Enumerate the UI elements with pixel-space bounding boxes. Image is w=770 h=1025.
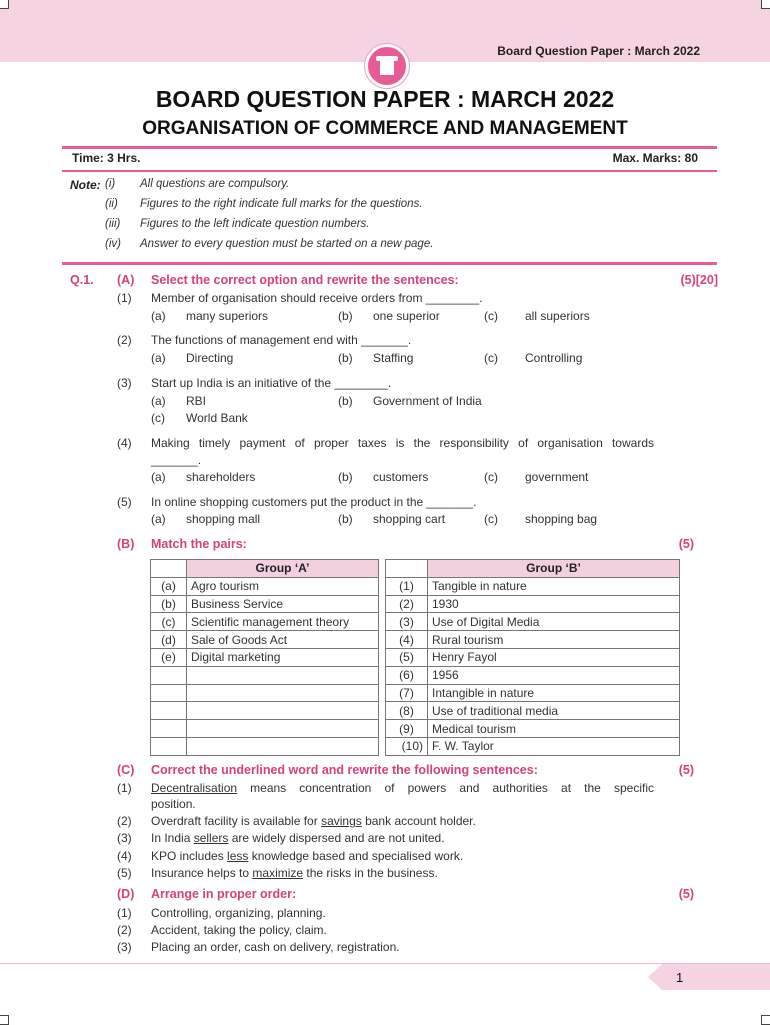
option-text: Government of India	[373, 394, 482, 408]
question-text: Member of organisation should receive orders from ________.	[151, 291, 483, 305]
note-text: All questions are compulsory.	[140, 178, 290, 190]
item-number: (2)	[117, 333, 132, 347]
gap-cell	[379, 577, 386, 595]
item-number: (3)	[117, 940, 132, 954]
group-a-item: Scientific management theory	[187, 613, 379, 631]
option-text: Staffing	[373, 351, 414, 365]
underlined-word: sellers	[193, 831, 229, 845]
table-row	[151, 577, 680, 595]
group-a-item	[187, 702, 379, 720]
group-a-label: (a)	[151, 577, 187, 595]
gap-cell	[379, 648, 386, 666]
option-label: (c)	[484, 470, 498, 484]
group-a-item	[187, 720, 379, 738]
gap-cell	[379, 702, 386, 720]
group-a-item: Business Service	[187, 595, 379, 613]
divider	[62, 170, 717, 172]
gap-cell	[379, 613, 386, 631]
note-number: (i)	[105, 178, 116, 190]
group-b-label: (3)	[386, 613, 428, 631]
option-text: shopping bag	[525, 512, 598, 526]
group-b-label: (2)	[386, 595, 428, 613]
group-b-label: (4)	[386, 631, 428, 649]
sentence-post: knowledge based and specialised work.	[248, 849, 464, 863]
sentence	[151, 866, 438, 880]
underlined-word: less	[227, 849, 249, 863]
group-a-label	[151, 684, 187, 702]
section-heading: Correct the underlined word and rewrite the following sentences:	[151, 763, 538, 777]
group-b-item: Use of traditional media	[428, 702, 680, 720]
sentence-post: bank account holder.	[361, 814, 476, 828]
group-a-label	[151, 720, 187, 738]
gap-cell	[379, 720, 386, 738]
item-number: (1)	[117, 906, 132, 920]
note-text: Answer to every question must be started on a new page.	[140, 238, 434, 250]
item-number: (1)	[117, 781, 132, 795]
group-a-item	[187, 737, 379, 755]
max-marks: Max. Marks: 80	[612, 151, 698, 165]
order-item: Placing an order, cash on delivery, registration.	[151, 940, 400, 954]
note-text: Figures to the right indicate full marks for the questions.	[140, 198, 423, 210]
note-number: (iii)	[105, 218, 121, 230]
group-b-item: 1956	[428, 666, 680, 684]
option-text: shopping cart	[373, 512, 446, 526]
group-a-label	[151, 702, 187, 720]
option-label: (c)	[484, 351, 498, 365]
header-blank	[386, 560, 428, 578]
logo-mark	[380, 57, 394, 75]
group-b-label: (9)	[386, 720, 428, 738]
underlined-word: Decentralisation	[151, 781, 238, 795]
question-text: Start up India is an initiative of the ________.	[151, 376, 392, 390]
group-b-header: Group ‘B’	[428, 560, 680, 578]
item-number: (4)	[117, 849, 132, 863]
group-a-item: Agro tourism	[187, 577, 379, 595]
sentence-post: are widely dispersed and are not united.	[228, 831, 445, 845]
table-row	[151, 595, 680, 613]
group-b-item: Rural tourism	[428, 631, 680, 649]
page-tab-arrow	[648, 964, 662, 990]
option-text: shareholders	[186, 470, 256, 484]
question-number: Q.1.	[70, 273, 94, 287]
section-marks: (5)	[678, 537, 694, 551]
group-a-label: (c)	[151, 613, 187, 631]
group-a-label: (e)	[151, 648, 187, 666]
group-b-label: (8)	[386, 702, 428, 720]
option-label: (b)	[338, 470, 353, 484]
divider	[62, 146, 717, 149]
gap-cell	[379, 737, 386, 755]
option-text: one superior	[373, 309, 440, 323]
item-number: (2)	[117, 923, 132, 937]
sentence-pre: Overdraft facility is available for	[151, 814, 322, 828]
sentence-post: means concentration of powers and authorities at the specific	[237, 781, 654, 795]
group-b-label: (10)	[386, 737, 428, 755]
note-number: (iv)	[105, 238, 121, 250]
crop-mark	[0, 0, 9, 9]
group-a-header: Group ‘A’	[187, 560, 379, 578]
option-text: many superiors	[186, 309, 269, 323]
section-heading: Match the pairs:	[151, 537, 247, 551]
group-b-item: Use of Digital Media	[428, 613, 680, 631]
option-text: customers	[373, 470, 429, 484]
group-a-label: (d)	[151, 631, 187, 649]
table-row	[151, 720, 680, 738]
table-header-row	[151, 560, 680, 578]
note-text: Figures to the left indicate question numbers.	[140, 218, 370, 230]
group-b-item: Medical tourism	[428, 720, 680, 738]
question-text: The functions of management end with _______.	[151, 333, 412, 347]
order-item: Accident, taking the policy, claim.	[151, 923, 327, 937]
option-label: (c)	[151, 411, 165, 425]
group-a-item: Digital marketing	[187, 648, 379, 666]
group-a-label	[151, 737, 187, 755]
match-table	[150, 559, 680, 756]
group-a-label	[151, 666, 187, 684]
option-label: (b)	[338, 394, 353, 408]
section-label: (A)	[117, 273, 135, 287]
option-text: shopping mall	[186, 512, 261, 526]
sentence	[151, 849, 463, 863]
sentence	[151, 831, 445, 845]
time-allowed: Time: 3 Hrs.	[72, 151, 141, 165]
item-number: (1)	[117, 291, 132, 305]
table-row	[151, 737, 680, 755]
option-text: Directing	[186, 351, 234, 365]
group-a-label: (b)	[151, 595, 187, 613]
table-row	[151, 648, 680, 666]
group-a-item	[187, 684, 379, 702]
divider	[62, 262, 717, 265]
gap-cell	[379, 631, 386, 649]
option-label: (b)	[338, 512, 353, 526]
gap-cell	[379, 595, 386, 613]
note-label: Note:	[70, 178, 101, 192]
group-b-label: (1)	[386, 577, 428, 595]
group-b-item: Tangible in nature	[428, 577, 680, 595]
section-heading: Arrange in proper order:	[151, 887, 297, 901]
sentence	[151, 814, 476, 828]
group-a-item: Sale of Goods Act	[187, 631, 379, 649]
table-row	[151, 666, 680, 684]
section-marks: (5)[20]	[680, 273, 718, 287]
item-number: (2)	[117, 814, 132, 828]
section-heading: Select the correct option and rewrite the sentences:	[151, 273, 459, 287]
item-number: (5)	[117, 866, 132, 880]
header-gap	[379, 560, 386, 578]
group-b-label: (6)	[386, 666, 428, 684]
sentence	[151, 781, 654, 795]
item-number: (3)	[117, 376, 132, 390]
gap-cell	[379, 684, 386, 702]
question-text-continued: _______.	[151, 453, 202, 467]
option-label: (b)	[338, 351, 353, 365]
option-text: World Bank	[186, 411, 248, 425]
group-b-item: F. W. Taylor	[428, 737, 680, 755]
group-b-item: Intangible in nature	[428, 684, 680, 702]
section-marks: (5)	[678, 763, 694, 777]
header-blank	[151, 560, 187, 578]
option-text: RBI	[186, 394, 207, 408]
section-marks: (5)	[678, 887, 694, 901]
question-text: Making timely payment of proper taxes is the responsibility of organisation towards	[151, 436, 654, 450]
note-number: (ii)	[105, 198, 118, 210]
question-text: In online shopping customers put the product in the _______.	[151, 495, 477, 509]
option-label: (a)	[151, 394, 166, 408]
underlined-word: savings	[321, 814, 362, 828]
group-b-label: (7)	[386, 684, 428, 702]
paper-title: BOARD QUESTION PAPER : MARCH 2022	[155, 86, 615, 112]
order-item: Controlling, organizing, planning.	[151, 906, 326, 920]
option-label: (c)	[484, 512, 498, 526]
sentence-pre: Insurance helps to	[151, 866, 253, 880]
section-label: (D)	[117, 887, 135, 901]
group-b-label: (5)	[386, 648, 428, 666]
option-text: Controlling	[525, 351, 583, 365]
group-b-item: 1930	[428, 595, 680, 613]
option-label: (c)	[484, 309, 498, 323]
sentence-post: the risks in the business.	[303, 866, 438, 880]
underlined-word: maximize	[252, 866, 304, 880]
section-label: (C)	[117, 763, 135, 777]
option-label: (a)	[151, 309, 166, 323]
table-row	[151, 702, 680, 720]
option-text: all superiors	[525, 309, 590, 323]
option-label: (b)	[338, 309, 353, 323]
option-label: (a)	[151, 512, 166, 526]
gap-cell	[379, 666, 386, 684]
section-label: (B)	[117, 537, 135, 551]
page-number: 1	[676, 970, 684, 985]
sentence-pre: KPO includes	[151, 849, 228, 863]
sentence-pre: In India	[151, 831, 194, 845]
item-number: (4)	[117, 436, 132, 450]
subject-title: ORGANISATION OF COMMERCE AND MANAGEMENT	[142, 118, 628, 139]
option-label: (a)	[151, 470, 166, 484]
group-b-item: Henry Fayol	[428, 648, 680, 666]
option-text: government	[525, 470, 589, 484]
sentence-continued: position.	[151, 797, 196, 811]
publisher-logo	[365, 44, 409, 88]
item-number: (5)	[117, 495, 132, 509]
table-row	[151, 684, 680, 702]
group-a-item	[187, 666, 379, 684]
option-label: (a)	[151, 351, 166, 365]
table-row	[151, 631, 680, 649]
item-number: (3)	[117, 831, 132, 845]
running-title: Board Question Paper : March 2022	[497, 44, 700, 58]
crop-mark	[761, 0, 770, 9]
table-row	[151, 613, 680, 631]
